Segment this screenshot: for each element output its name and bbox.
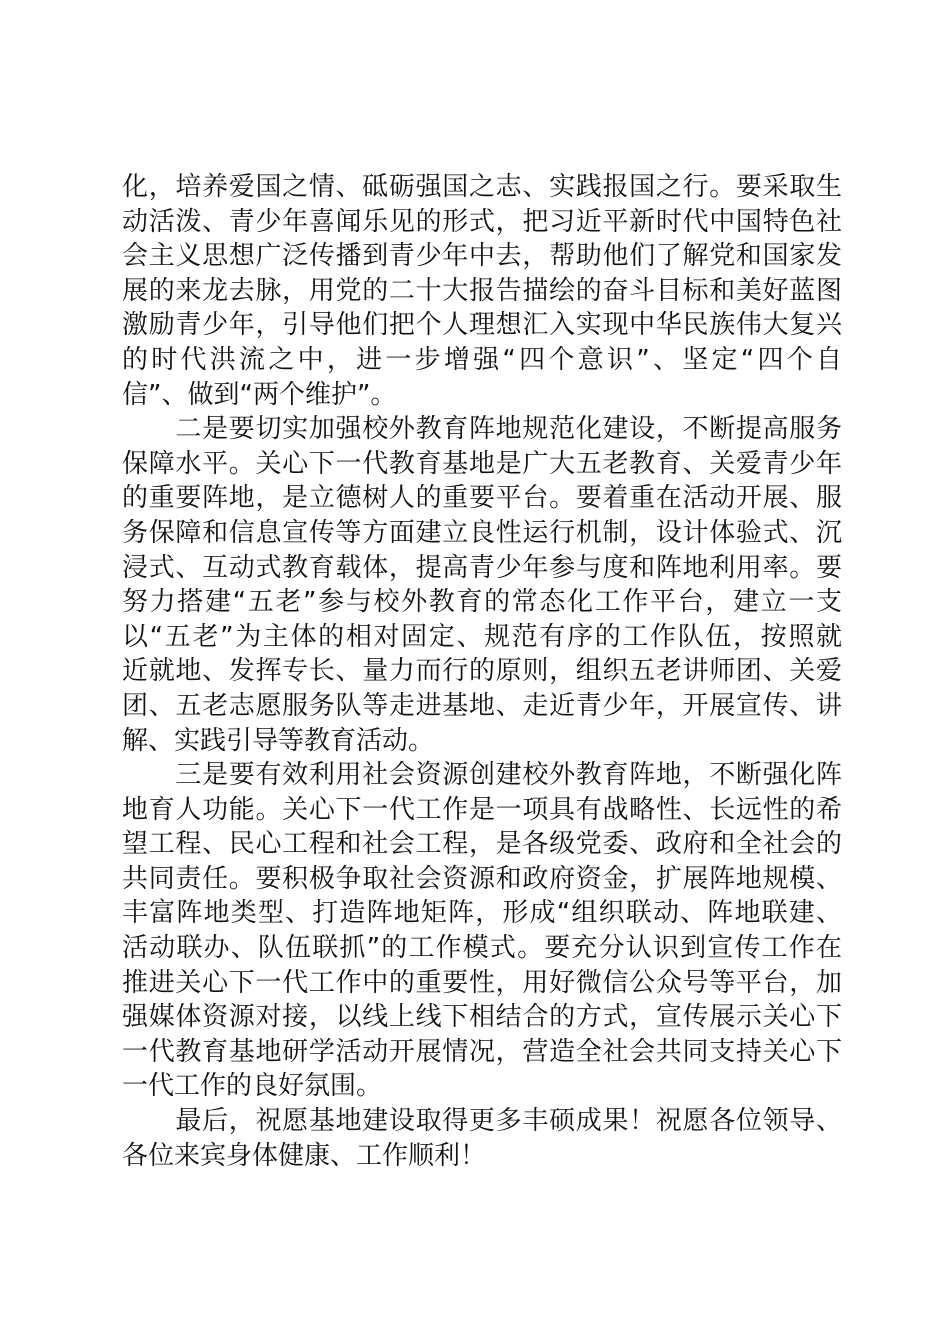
text-line: 近就地、发挥专长、量力而行的原则，组织五老讲师团、关爱 [122,656,842,687]
text-line: 最后，祝愿基地建设取得更多丰硕成果！祝愿各位领导、 [122,1106,842,1137]
text-line: 三是要有效利用社会资源创建校外教育阵地，不断强化阵 [122,760,842,791]
text-line: 解、实践引导等教育活动。 [122,725,435,756]
text-line: 化，培养爱国之情、砥砺强国之志、实践报国之行。要采取生 [122,172,842,202]
text-line: 的重要阵地，是立德树人的重要平台。要着重在活动开展、服 [122,483,842,514]
text-line: 努力搭建“五老”参与校外教育的常态化工作平台，建立一支 [122,587,842,618]
text-line: 二是要切实加强校外教育阵地规范化建设，不断提高服务 [122,414,842,445]
text-line: 浸式、互动式教育载体，提高青少年参与度和阵地利用率。要 [122,552,842,583]
text-line: 会主义思想广泛传播到青少年中去，帮助他们了解党和国家发 [122,241,842,272]
text-line: 共同责任。要积极争取社会资源和政府资金，扩展阵地规模、 [122,863,842,894]
text-line: 丰富阵地类型、打造阵地矩阵，形成“组织联动、阵地联建、 [122,898,842,929]
body-text [122,170,842,1173]
text-line: 团、五老志愿服务队等走进基地、走近青少年，开展宣传、讲 [122,690,842,721]
text-line: 激励青少年，引导他们把个人理想汇入实现中华民族伟大复兴 [122,310,842,341]
text-line: 动活泼、青少年喜闻乐见的形式，把习近平新时代中国特色社 [122,206,842,237]
text-line: 地育人功能。关心下一代工作是一项具有战略性、长远性的希 [122,794,842,825]
text-line: 活动联办、队伍联抓”的工作模式。要充分认识到宣传工作在 [122,933,842,964]
text-line: 以“五老”为主体的相对固定、规范有序的工作队伍，按照就 [122,621,842,652]
text-line: 保障水平。关心下一代教育基地是广大五老教育、关爱青少年 [122,448,842,479]
text-line: 望工程、民心工程和社会工程，是各级党委、政府和全社会的 [122,829,842,860]
text-line: 各位来宾身体健康、工作顺利！ [122,1140,487,1171]
text-line: 的时代洪流之中，进一步增强“四个意识”、坚定“四个自 [122,344,842,375]
text-line: 信”、做到“两个维护”。 [122,379,397,410]
text-line: 一代教育基地研学活动开展情况，营造全社会共同支持关心下 [122,1036,842,1067]
text-line: 务保障和信息宣传等方面建立良性运行机制，设计体验式、沉 [122,517,842,548]
text-line: 一代工作的良好氛围。 [122,1071,383,1102]
text-line: 展的来龙去脉，用党的二十大报告描绘的奋斗目标和美好蓝图 [122,275,842,306]
text-line: 推进关心下一代工作中的重要性，用好微信公众号等平台，加 [122,967,842,998]
text-line: 强媒体资源对接，以线上线下相结合的方式，宣传展示关心下 [122,1002,842,1033]
